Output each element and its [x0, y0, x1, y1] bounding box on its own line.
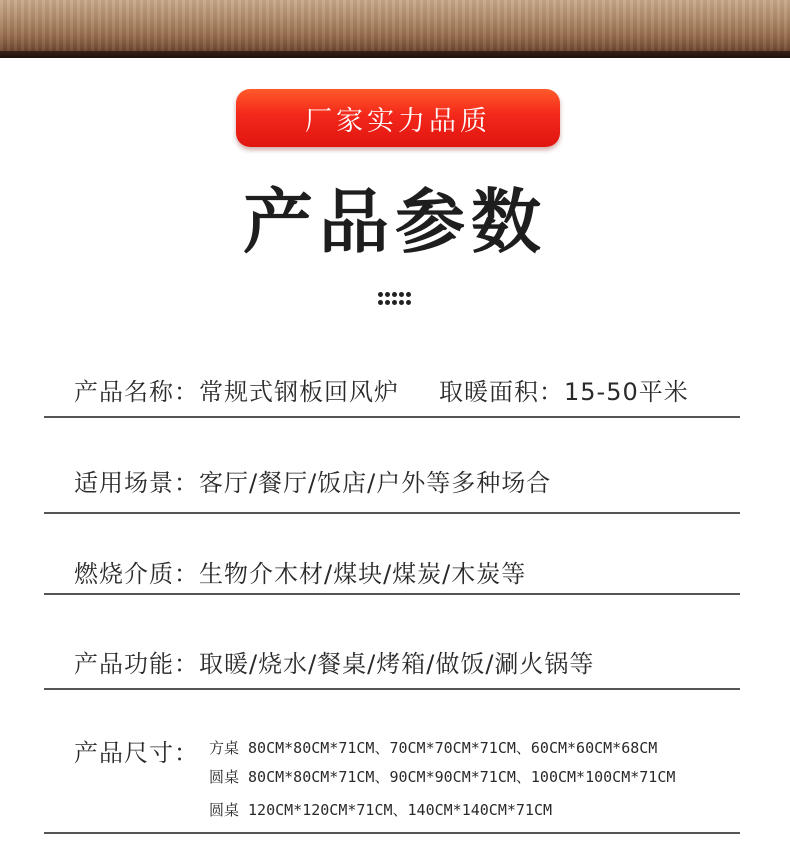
divider-line — [44, 688, 740, 690]
spec-label: 适用场景： — [74, 469, 199, 497]
spec-label-size: 产品尺寸： — [74, 739, 199, 767]
quality-badge: 厂家实力品质 — [236, 89, 560, 147]
size-line: 圆桌 120CM*120CM*71CM、140CM*140CM*71CM — [209, 801, 553, 819]
spec-value: 客厅/餐厅/饭店/户外等多种场合 — [199, 469, 552, 497]
spec-value: 常规式钢板回风炉 — [199, 378, 399, 406]
spec-row-scenes — [74, 463, 551, 498]
spec-value: 生物介木材/煤块/煤炭/木炭等 — [199, 560, 527, 588]
spec-label: 产品功能： — [74, 650, 199, 678]
size-line: 圆桌 80CM*80CM*71CM、90CM*90CM*71CM、100CM*100CM*71CM — [209, 768, 676, 786]
spec-row-name — [74, 372, 689, 407]
spec-label: 取暖面积： — [439, 378, 564, 406]
spec-label: 产品名称： — [74, 378, 199, 406]
spec-value: 15-50平米 — [564, 378, 689, 406]
divider-line — [44, 832, 740, 834]
dots-divider-icon — [378, 291, 410, 307]
spec-label: 燃烧介质： — [74, 560, 199, 588]
spec-row-function — [74, 644, 594, 679]
spec-value: 取暖/烧水/餐桌/烤箱/做饭/涮火锅等 — [199, 650, 595, 678]
size-line: 方桌 80CM*80CM*71CM、70CM*70CM*71CM、60CM*60CM*68CM — [209, 739, 658, 757]
spec-row-fuel — [74, 554, 526, 589]
divider-line — [44, 512, 740, 514]
wood-header-banner — [0, 0, 790, 58]
page-title: 产品参数 — [243, 181, 547, 263]
divider-line — [44, 593, 740, 595]
divider-line — [44, 416, 740, 418]
